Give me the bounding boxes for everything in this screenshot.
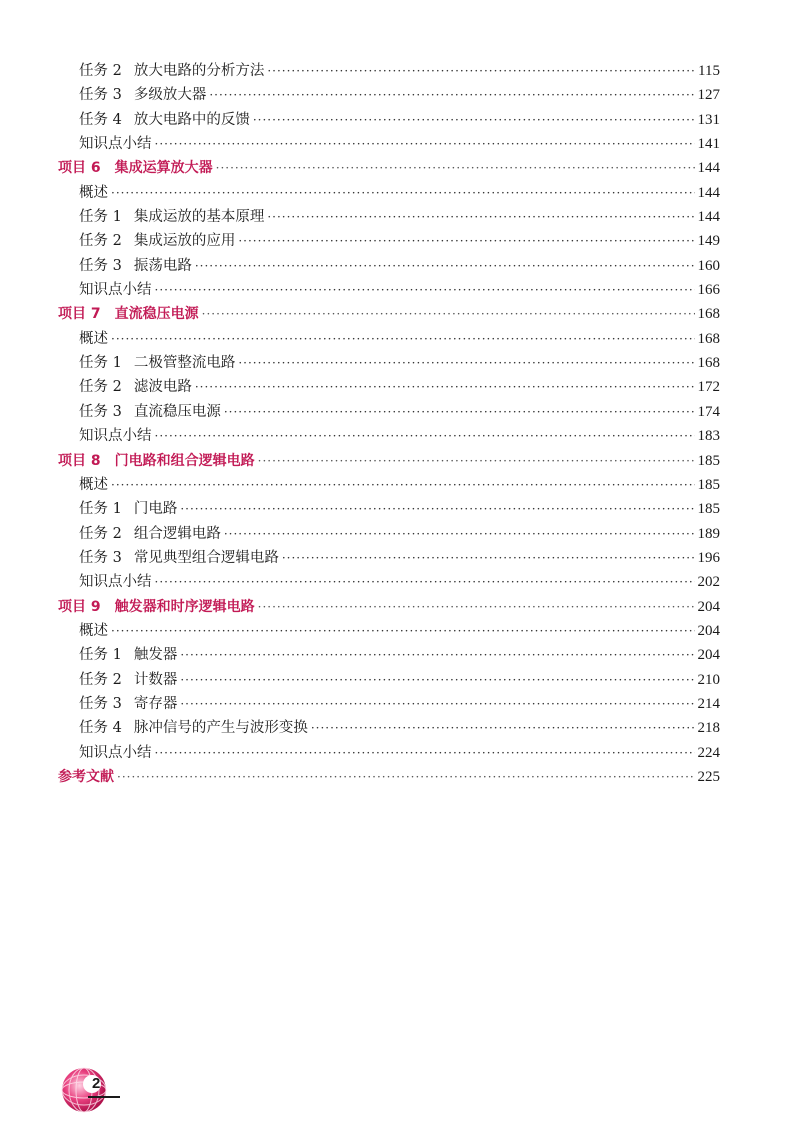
toc-entry-page: 183	[697, 428, 720, 445]
toc-entry-number: 任务 3	[79, 257, 122, 274]
toc-entry-page: 141	[697, 136, 720, 153]
toc-entry-title: 集成运放的应用	[133, 233, 236, 250]
toc-entry-label	[58, 716, 308, 740]
toc-entry-page: 172	[697, 379, 720, 396]
toc-entry-label	[58, 302, 199, 326]
toc-entry-number: 任务 2	[79, 671, 122, 688]
toc-entry[interactable]	[58, 716, 720, 740]
toc-entry-label	[58, 449, 255, 473]
toc-entry-label	[58, 473, 108, 497]
toc-entry-page: 168	[697, 306, 720, 323]
toc-entry-label	[58, 595, 255, 619]
toc-entry[interactable]	[58, 181, 720, 205]
toc-entry-title: 二极管整流电路	[133, 355, 236, 372]
toc-entry-label	[58, 546, 279, 570]
dot-leader	[155, 741, 695, 765]
toc-entry-page: 225	[697, 768, 720, 785]
toc-entry-label	[58, 156, 213, 180]
toc-entry-title: 集成运算放大器	[114, 160, 213, 177]
toc-entry-title: 滤波电路	[133, 379, 192, 396]
toc-entry-label	[58, 278, 152, 302]
toc-entry-title: 常见典型组合逻辑电路	[133, 549, 279, 566]
toc-entry-title: 概述	[79, 330, 108, 347]
toc-entry-title: 直流稳压电源	[133, 403, 221, 420]
toc-entry-number: 项目 6	[58, 160, 101, 177]
toc-entry-label	[58, 108, 250, 132]
toc-entry-page: 189	[697, 525, 720, 542]
dot-leader	[180, 668, 694, 692]
toc-entry-title: 放大电路中的反馈	[133, 111, 250, 128]
toc-entry-page: 218	[697, 720, 720, 737]
toc-entry[interactable]	[58, 132, 720, 156]
toc-entry-number: 项目 7	[58, 306, 101, 323]
dot-leader	[238, 229, 694, 253]
toc-entry[interactable]	[58, 83, 720, 107]
toc-entry[interactable]	[58, 327, 720, 351]
toc-project-heading[interactable]	[58, 765, 720, 789]
toc-entry-page: 166	[697, 282, 720, 299]
toc-entry-page: 160	[697, 257, 720, 274]
toc-entry-title: 知识点小结	[79, 744, 152, 761]
toc-entry-number: 项目 8	[58, 452, 101, 469]
toc-entry-page: 214	[697, 695, 720, 712]
toc-entry-page: 149	[697, 233, 720, 250]
toc-entry-label	[58, 619, 108, 643]
dot-leader	[238, 351, 694, 375]
toc-entry-label	[58, 570, 152, 594]
toc-entry-page: 204	[697, 647, 720, 664]
toc-entry-label	[58, 327, 108, 351]
dot-leader	[258, 595, 695, 619]
toc-entry-title: 概述	[79, 622, 108, 639]
dot-leader	[180, 692, 694, 716]
toc-entry-title: 知识点小结	[79, 428, 152, 445]
toc-project-heading[interactable]	[58, 449, 720, 473]
toc-entry-title: 门电路	[133, 501, 178, 518]
dot-leader	[216, 156, 695, 180]
dot-leader	[267, 205, 694, 229]
toc-entry-label	[58, 497, 177, 521]
toc-entry-number: 任务 1	[79, 647, 122, 664]
toc-entry-title: 触发器	[133, 647, 178, 664]
toc-entry[interactable]	[58, 254, 720, 278]
page-number: 2	[92, 1075, 101, 1092]
toc-entry-title: 寄存器	[133, 695, 178, 712]
toc-entry-page: 127	[697, 87, 720, 104]
toc-entry-number: 任务 3	[79, 549, 122, 566]
toc-entry[interactable]	[58, 643, 720, 667]
toc-entry-label	[58, 765, 114, 789]
toc-entry-title: 知识点小结	[79, 136, 152, 153]
toc-entry-number: 任务 1	[79, 209, 122, 226]
toc-entry-label	[58, 668, 177, 692]
toc-entry-title: 参考文献	[58, 768, 114, 785]
toc-entry-page: 210	[697, 671, 720, 688]
toc-entry-label	[58, 522, 221, 546]
toc-entry-title: 振荡电路	[133, 257, 192, 274]
toc-entry-page: 174	[697, 403, 720, 420]
toc-entry-page: 185	[697, 501, 720, 518]
toc-entry-title: 脉冲信号的产生与波形变换	[133, 720, 308, 737]
toc-entry-page: 204	[697, 622, 720, 639]
toc-entry-page: 204	[697, 598, 720, 615]
dot-leader	[195, 375, 695, 399]
toc-entry[interactable]	[58, 497, 720, 521]
toc-entry[interactable]	[58, 473, 720, 497]
dot-leader	[209, 83, 694, 107]
toc-entry-title: 触发器和时序逻辑电路	[114, 598, 255, 615]
dot-leader	[155, 278, 695, 302]
toc-entry-title: 集成运放的基本原理	[133, 209, 265, 226]
toc-entry-label	[58, 351, 235, 375]
toc-entry-number: 项目 9	[58, 598, 101, 615]
dot-leader	[258, 449, 695, 473]
toc-entry-title: 门电路和组合逻辑电路	[114, 452, 255, 469]
dot-leader	[155, 424, 695, 448]
dot-leader	[311, 716, 695, 740]
toc-entry-title: 概述	[79, 184, 108, 201]
toc-entry-number: 任务 1	[79, 355, 122, 372]
toc-entry[interactable]	[58, 375, 720, 399]
table-of-contents	[58, 59, 720, 789]
dot-leader	[117, 765, 695, 789]
toc-entry-number: 任务 2	[79, 63, 122, 79]
toc-entry-page: 144	[697, 209, 720, 226]
dot-leader	[253, 108, 695, 132]
dot-leader	[224, 400, 695, 424]
toc-entry[interactable]	[58, 351, 720, 375]
toc-project-heading[interactable]	[58, 302, 720, 326]
toc-entry-page: 202	[697, 574, 720, 591]
dot-leader	[155, 132, 695, 156]
dot-leader	[111, 619, 695, 643]
toc-entry-page: 115	[698, 63, 720, 79]
toc-entry-label	[58, 59, 264, 83]
toc-entry-label	[58, 83, 206, 107]
toc-entry-label	[58, 424, 152, 448]
toc-entry-title: 多级放大器	[133, 87, 207, 104]
toc-entry[interactable]	[58, 108, 720, 132]
toc-entry[interactable]	[58, 205, 720, 229]
toc-entry-label	[58, 132, 152, 156]
toc-entry-label	[58, 692, 177, 716]
toc-entry-number: 任务 3	[79, 87, 122, 104]
toc-entry-page: 144	[697, 160, 720, 177]
toc-entry-number: 任务 4	[79, 720, 122, 737]
toc-entry-page: 131	[697, 111, 720, 128]
toc-entry-number: 任务 3	[79, 695, 122, 712]
toc-entry-page: 144	[697, 184, 720, 201]
page-number-underline	[88, 1096, 120, 1098]
dot-leader	[224, 522, 695, 546]
toc-entry-page: 168	[697, 355, 720, 372]
toc-entry-title: 计数器	[133, 671, 178, 688]
toc-entry[interactable]	[58, 619, 720, 643]
toc-entry-label	[58, 375, 192, 399]
toc-entry-page: 168	[697, 330, 720, 347]
toc-entry-title: 知识点小结	[79, 574, 152, 591]
toc-entry-number: 任务 2	[79, 525, 122, 542]
toc-entry-title: 知识点小结	[79, 282, 152, 299]
pink-sphere-logo-icon	[58, 1058, 118, 1118]
toc-entry[interactable]	[58, 668, 720, 692]
toc-entry-title: 放大电路的分析方法	[133, 63, 265, 79]
toc-project-heading[interactable]	[58, 595, 720, 619]
toc-entry-title: 概述	[79, 476, 108, 493]
toc-entry[interactable]	[58, 229, 720, 253]
toc-entry-number: 任务 4	[79, 111, 122, 128]
toc-entry-label	[58, 741, 152, 765]
toc-entry[interactable]	[58, 59, 720, 83]
toc-entry-label	[58, 229, 235, 253]
toc-entry-number: 任务 2	[79, 233, 122, 250]
toc-entry-label	[58, 254, 192, 278]
toc-entry-title: 直流稳压电源	[114, 306, 199, 323]
dot-leader	[202, 302, 695, 326]
dot-leader	[195, 254, 695, 278]
dot-leader	[111, 473, 695, 497]
dot-leader	[180, 643, 694, 667]
toc-entry[interactable]	[58, 546, 720, 570]
toc-entry[interactable]	[58, 741, 720, 765]
dot-leader	[180, 497, 694, 521]
toc-entry-number: 任务 3	[79, 403, 122, 420]
toc-entry-number: 任务 2	[79, 379, 122, 396]
toc-entry[interactable]	[58, 278, 720, 302]
toc-entry-number: 任务 1	[79, 501, 122, 518]
toc-entry-label	[58, 205, 264, 229]
toc-entry[interactable]	[58, 570, 720, 594]
toc-entry-page: 196	[697, 549, 720, 566]
toc-entry[interactable]	[58, 522, 720, 546]
toc-entry-page: 185	[697, 476, 720, 493]
toc-project-heading[interactable]	[58, 156, 720, 180]
toc-entry-label	[58, 400, 221, 424]
toc-entry-label	[58, 643, 177, 667]
dot-leader	[282, 546, 695, 570]
toc-entry-page: 224	[697, 744, 720, 761]
dot-leader	[155, 570, 695, 594]
toc-entry[interactable]	[58, 400, 720, 424]
toc-entry[interactable]	[58, 424, 720, 448]
dot-leader	[111, 327, 695, 351]
toc-entry-page: 185	[697, 452, 720, 469]
dot-leader	[111, 181, 695, 205]
toc-entry-label	[58, 181, 108, 205]
dot-leader	[267, 59, 695, 83]
toc-entry[interactable]	[58, 692, 720, 716]
toc-entry-title: 组合逻辑电路	[133, 525, 221, 542]
